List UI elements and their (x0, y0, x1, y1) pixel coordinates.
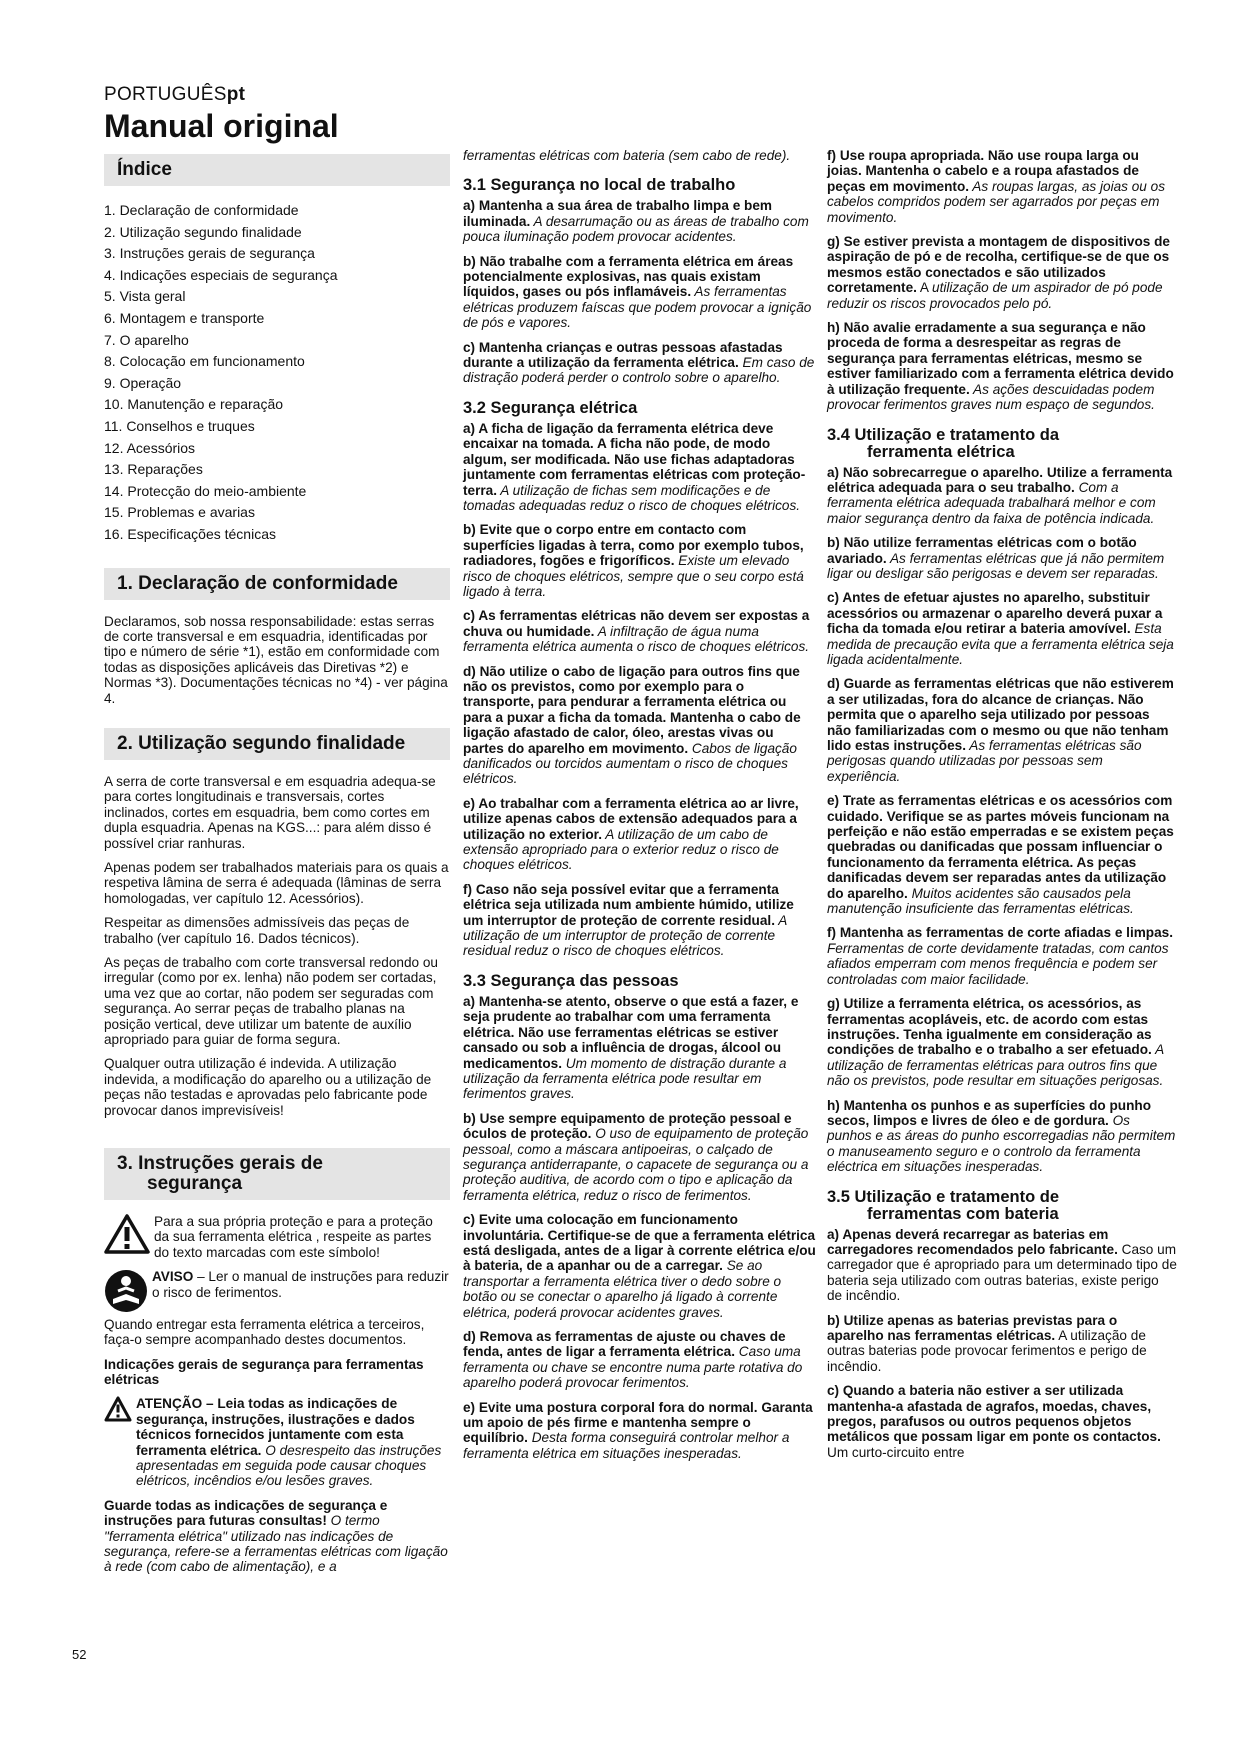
item-italic: Muitos acidentes são causados pela manutenção insuficiente das ferramentas elétricas. (827, 885, 1134, 917)
item-3-1-b (463, 254, 817, 331)
warning-triangle-icon (104, 1214, 150, 1257)
toc-item[interactable]: 4. Indicações especiais de segurança (104, 266, 338, 283)
item-italic: A infiltração de água numa ferramenta elétrica aumenta o risco de choques elétricos. (463, 623, 810, 655)
toc-item[interactable]: 7. O aparelho (104, 331, 189, 348)
page-number: 52 (72, 1647, 87, 1662)
item-italic: Com a ferramenta elétrica adequada trabalhará melhor e com maior segurança dentro da faixa de potência indicada. (827, 479, 1156, 526)
item-3-3-c (463, 1212, 817, 1320)
item-italic: Se ao transportar a ferramenta elétrica tiver o dedo sobre o botão ou se conectar o aparelho já ligado à corrente elétrica, poderá provocar acidentes graves. (463, 1258, 782, 1320)
item-italic: utilização de um aspirador de pó pode reduzir os riscos provocados pelo pó. (827, 280, 1163, 311)
section-3-heading-line-1: 3. Instruções gerais de (117, 1153, 323, 1175)
column-3 (827, 148, 1177, 1469)
section-1-text: Declaramos, sob nossa responsabilidade: estas serras de corte transversal e em esquadria, identificadas por tipo e número de série *1), estão em conformidade com todas as disposições aplicáveis das Diretivas *2) e Normas *3). Documentações técnicas no *4) - ver página 4. (104, 613, 448, 706)
item-italic: As ferramentas elétricas que já não permitem ligar ou desligar são perigosas e devem ser reparadas. (827, 550, 1165, 581)
section-2-text-2: Apenas podem ser trabalhados materiais para os quais a respetiva lâmina de serra é adequada (lâminas de serra homologadas, ver capítulo 12. Acessórios). (104, 859, 449, 906)
toc-item[interactable]: 14. Protecção do meio-ambiente (104, 482, 307, 499)
item-bold: g) Se estiver prevista a montagem de dispositivos de aspiração de pó e de recolha, certifique-se de que os mesmos estão conectados e são utilizados corretamente. (827, 234, 1170, 296)
item-bold: b) Não trabalhe com a ferramenta elétrica em áreas potencialmente explosivas, nas quais existam líquidos, gases ou pós inflamáveis. (463, 253, 794, 300)
language-label (104, 84, 245, 106)
item-3-2-b (463, 522, 817, 599)
item-italic: Desta forma conseguirá controlar melhor a ferramenta elétrica em situações inesperadas. (463, 1430, 790, 1461)
item-italic: Os punhos e as áreas do punho escorregadias não permitem o manuseamento seguro e o controlo da ferramenta eléctrica em situações inesperadas. (827, 1112, 1176, 1175)
toc-item[interactable]: 15. Problemas e avarias (104, 504, 255, 521)
toc-item[interactable]: 9. Operação (104, 374, 182, 391)
item-3-4-a (827, 465, 1177, 527)
item-italic: As ferramentas elétricas produzem faíscas que podem provocar a ignição de pós e vapores. (463, 284, 812, 331)
item-bold: d) Não utilize o cabo de ligação para outros fins que não os previstos, como por exemplo para o transporte, para pendurar a ferramenta elétrica ou para a puxar a ficha da tomada. Mantenha o cabo de ligação afastado de calor, óleo, arestas vivas ou partes do aparelho em movimento. (463, 663, 801, 756)
heading-3-4 (827, 427, 1177, 461)
warning-triangle-small-icon (104, 1396, 132, 1425)
warning-symbol-text: Para a sua própria proteção e para a proteção da sua ferramenta elétrica , respeite as partes do texto marcadas com este símbolo! (154, 1214, 433, 1260)
aviso-label: AVISO (152, 1269, 194, 1285)
item-3-4-e (827, 793, 1177, 916)
item-3-4-b (827, 535, 1177, 581)
section-2-heading: 2. Utilização segundo finalidade (104, 728, 450, 760)
keep-instructions-text (104, 1498, 450, 1575)
aviso-text (152, 1269, 450, 1300)
item-bold: a) Apenas deverá recarregar as baterias em carregadores recomendados pelo fabricante. (827, 1226, 1118, 1257)
section-2-text-5: Qualquer outra utilização é indevida. A utilização indevida, a modificação do aparelho ou a utilização de peças não testadas e aprovadas pelo fabricante pode provocar danos imprevisíveis! (104, 1056, 432, 1118)
item-bold: c) As ferramentas elétricas não devem ser expostas a chuva ou humidade. (463, 608, 810, 639)
heading-3-2: 3.2 Segurança elétrica (463, 398, 638, 417)
item-3-3-h (827, 320, 1177, 412)
item-bold: a) A ficha de ligação da ferramenta elétrica deve encaixar na tomada. A ficha não pode, de modo algum, ser modificada. Não use fichas adaptadoras juntamente com ferramentas elétricas com proteção-terra. (463, 420, 806, 498)
heading-3-1: 3.1 Segurança no local de trabalho (463, 176, 736, 195)
item-bold: f) Use roupa apropriada. Não use roupa larga ou joias. Mantenha o cabelo e a roupa afastados de peças em movimento. (827, 148, 1139, 194)
item-3-1-c (463, 340, 817, 386)
item-regular: A utilização de outras baterias pode provocar ferimentos e perigo de incêndio. (827, 1328, 1147, 1374)
item-bold: g) Utilize a ferramenta elétrica, os acessórios, as ferramentas acopláveis, etc. de acordo com estas instruções. Tenha igualmente em consideração as condições de trabalho e o trabalho a ser efetuado. (827, 996, 1152, 1058)
item-bold: a) Não sobrecarregue o aparelho. Utilize a ferramenta elétrica adequada para o seu trabalho. (827, 464, 1173, 495)
item-bold: f) Caso não seja possível evitar que a ferramenta elétrica seja utilizada num ambiente húmido, utilize um interruptor de proteção de corrente residual. (463, 881, 794, 928)
item-italic: As roupas largas, as joias ou os cabelos compridos podem ser agarrados por peças em movimento. (827, 178, 1165, 225)
item-3-2-a (463, 421, 817, 513)
keep-instructions-italic: O termo "ferramenta elétrica" utilizado nas indicações de segurança, refere-se a ferramentas elétricas com ligação à rede (com cabo de alimentação), e a (104, 1513, 448, 1575)
toc-item[interactable]: 12. Acessórios (104, 439, 196, 456)
language-code: pt (226, 84, 246, 105)
heading-3-4-line-1: 3.4 Utilização e tratamento da (827, 425, 1059, 444)
item-3-2-f (463, 882, 817, 959)
item-italic: A utilização de ferramentas elétricas para outros fins que não os previstos, pode resultar em situações perigosas. (827, 1042, 1164, 1089)
item-italic: As ações descuidadas podem provocar ferimentos graves num espaço de segundos. (827, 381, 1155, 413)
heading-3-5-line-1: 3.5 Utilização e tratamento de (827, 1187, 1059, 1206)
column-2 (463, 148, 817, 1470)
read-manual-icon (104, 1269, 148, 1316)
item-3-5-b (827, 1313, 1177, 1375)
index-heading: Índice (104, 154, 450, 186)
item-3-4-c (827, 590, 1177, 667)
section-1-heading: 1. Declaração de conformidade (104, 568, 450, 600)
item-3-3-a (463, 994, 817, 1102)
language-name: PORTUGUÊS (104, 84, 227, 105)
item-italic: A desarrumação ou as áreas de trabalho com pouca iluminação podem provocar acidentes. (463, 213, 809, 245)
heading-3-4-line-2: ferramenta elétrica (867, 442, 1015, 461)
item-bold: c) Evite uma colocação em funcionamento involuntária. Certifique-se de que a ferramenta elétrica está desligada, antes de a ligar à corrente elétrica e/ou à bateria, de a apanhar ou de a carregar. (463, 1212, 816, 1274)
toc-item[interactable]: 10. Manutenção e reparação (104, 396, 284, 413)
item-bold: b) Evite que o corpo entre em contacto com superfícies ligadas à terra, como por exemplo tubos, radiadores, fogões e frigoríficos. (463, 522, 804, 569)
item-italic: O uso de equipamento de proteção pessoal, como a máscara antipoeiras, o calçado de segurança antiderrapante, o capacete de segurança ou a proteção auditiva, de acordo com o tipo e aplicação da ferramenta elétrica, reduz o risco de ferimentos. (463, 1126, 809, 1203)
toc-item[interactable]: 8. Colocação em funcionamento (104, 353, 305, 370)
item-3-3-e (463, 1400, 817, 1462)
item-3-5-a (827, 1227, 1177, 1304)
item-bold: a) Mantenha-se atento, observe o que está a fazer, e seja prudente ao trabalhar com uma ferramenta elétrica. Não use ferramentas elétricas se estiver cansado ou sob a influência de drogas, álcool ou medicamentos. (463, 993, 799, 1071)
toc-item[interactable]: 11. Conselhos e truques (104, 417, 255, 434)
heading-3-5 (827, 1189, 1177, 1223)
continued-text: ferramentas elétricas com bateria (sem cabo de rede). (463, 148, 791, 163)
item-3-3-g (827, 234, 1177, 311)
item-3-2-d (463, 664, 817, 787)
item-italic: A utilização de fichas sem modificações e de tomadas adequadas reduz o risco de choques elétricos. (463, 482, 801, 513)
atencao-italic: O desrespeito das instruções apresentadas em seguida pode causar choques elétricos, incêndios e/ou lesões graves. (136, 1442, 442, 1489)
item-bold: e) Trate as ferramentas elétricas e os acessórios com cuidado. Verifique se as partes móveis funcionam na perfeição e não estão emperradas e se existem peças quebradas ou danificadas que possam influenciar o funcionamento da ferramenta elétrica. As peças danificadas devem ser reparadas antes da utilização do aparelho. (827, 793, 1174, 901)
item-3-3-b (463, 1111, 817, 1203)
item-italic: Ferramentas de corte devidamente tratadas, com cantos afiados emperram com menos frequência e podem ser controladas com maior facilidade. (827, 940, 1169, 987)
toc-item[interactable]: 5. Vista geral (104, 288, 186, 305)
item-3-3-d (463, 1329, 817, 1391)
item-bold: c) Quando a bateria não estiver a ser utilizada mantenha-a afastada de agrafos, moedas, chaves, pregos, parafusos ou outros pequenos objetos metálicos que possam ligar em ponte os contactos. (827, 1383, 1161, 1445)
item-bold: c) Antes de efetuar ajustes no aparelho, substituir acessórios ou armazenar o aparelho deverá puxar a ficha da tomada e/ou retirar a bateria amovível. (827, 590, 1163, 637)
item-bold: d) Guarde as ferramentas elétricas que não estiverem a ser utilizadas, fora do alcance de crianças. Não permita que o aparelho seja utilizado por pessoas não familiarizadas com o mesmo ou que não tenham lido estas instruções. (827, 676, 1174, 753)
item-3-2-e (463, 796, 817, 873)
item-3-4-d (827, 676, 1177, 784)
toc-item[interactable]: 13. Reparações (104, 461, 203, 478)
item-regular: Um curto-circuito entre (827, 1444, 965, 1460)
item-bold: e) Evite uma postura corporal fora do normal. Garanta um apoio de pés firme e mantenha sempre o equilíbrio. (463, 1399, 813, 1446)
item-italic: Esta medida de precaução evita que a ferramenta elétrica seja ligada acidentalmente. (827, 621, 1174, 667)
section-2-text-4: As peças de trabalho com corte transversal redondo ou irregular (como por ex. lenha) não podem ser cortadas, uma vez que ao cortar, não podem ser seguradas com segurança. Ao serrar peças de trabalho planas na posição vertical, deve utilizar um batente de auxílio apropriado para guiar de forma segura. (104, 955, 438, 1048)
warning-symbol-note (104, 1214, 450, 1269)
toc-item[interactable]: 1. Declaração de conformidade (104, 202, 299, 218)
column-1 (104, 148, 450, 1584)
item-bold: a) Mantenha a sua área de trabalho limpa e bem iluminada. (463, 198, 772, 229)
section-3-heading (104, 1148, 450, 1200)
item-bold: d) Remova as ferramentas de ajuste ou chaves de fenda, antes de ligar a ferramenta elétrica. (463, 1329, 786, 1360)
keep-instructions-bold: Guarde todas as indicações de segurança e instruções para futuras consultas! (104, 1497, 388, 1529)
item-bold: f) Mantenha as ferramentas de corte afiadas e limpas. (827, 925, 1174, 941)
item-bold: b) Use sempre equipamento de proteção pessoal e óculos de proteção. (463, 1110, 792, 1142)
item-regular: A (916, 280, 933, 296)
aviso-note (104, 1269, 450, 1316)
item-3-5-c (827, 1383, 1177, 1460)
item-bold: b) Não utilize ferramentas elétricas com o botão avariado. (827, 535, 1137, 566)
section-3-heading-line-2: segurança (147, 1173, 243, 1195)
general-safety-subheading: Indicações gerais de segurança para ferramentas elétricas (104, 1356, 424, 1387)
atencao-bold: ATENÇÃO – Leia todas as indicações de segurança, instruções, ilustrações e dados técnicos fornecidos juntamente com esta ferramenta elétrica. (136, 1396, 415, 1458)
item-bold: e) Ao trabalhar com a ferramenta elétrica ao ar livre, utilize apenas cabos de extensão adequados para a utilização no exterior. (463, 795, 799, 842)
item-italic: As ferramentas elétricas são perigosas quando utilizadas por pessoas sem experiência. (827, 738, 1142, 784)
heading-3-5-line-2: ferramentas com bateria (867, 1204, 1059, 1223)
item-italic: Caso uma ferramenta ou chave se encontre numa parte rotativa do aparelho poderá provocar ferimentos. (463, 1344, 803, 1391)
item-3-4-h (827, 1098, 1177, 1175)
item-italic: Um momento de distração durante a utilização da ferramenta elétrica pode resultar em ferimentos graves. (463, 1055, 787, 1102)
table-of-contents (104, 200, 450, 546)
handover-text: Quando entregar esta ferramenta elétrica a terceiros, faça-o sempre acompanhado destes documentos. (104, 1316, 425, 1348)
item-3-4-f (827, 925, 1177, 987)
item-3-2-c (463, 608, 817, 654)
heading-3-3: 3.3 Segurança das pessoas (463, 971, 679, 990)
section-2-text-1: A serra de corte transversal e em esquadria adequa-se para cortes longitudinais e transversais, cortes inclinados, cortes em esquadria, bem como cortes em dupla esquadria. Apenas na KGS...: para além disso é possível criar ranhuras. (104, 773, 436, 851)
item-bold: b) Utilize apenas as baterias previstas para o aparelho nas ferramentas elétricas. (827, 1312, 1118, 1343)
aviso-body: – Ler o manual de instruções para reduzir o risco de ferimentos. (152, 1269, 449, 1300)
item-italic: Em caso de distração poderá perder o controlo sobre o aparelho. (463, 355, 815, 386)
item-italic: A utilização de um interruptor de proteção de corrente residual reduz o risco de choques elétricos. (463, 912, 787, 959)
item-3-4-g (827, 996, 1177, 1088)
item-3-3-f (827, 148, 1177, 225)
item-italic: A utilização de um cabo de extensão apropriado para o exterior reduz o risco de choques elétricos. (463, 826, 779, 873)
toc-item[interactable]: 6. Montagem e transporte (104, 309, 265, 326)
item-bold: c) Mantenha crianças e outras pessoas afastadas durante a utilização da ferramenta elétrica. (463, 339, 783, 371)
item-italic: Existe um elevado risco de choques elétricos, sempre que o seu corpo está ligado à terra. (463, 553, 804, 599)
toc-item[interactable]: 2. Utilização segundo finalidade (104, 223, 302, 240)
toc-item[interactable]: 16. Especificações técnicas (104, 525, 276, 542)
section-2-text-3: Respeitar as dimensões admissíveis das peças de trabalho (ver capítulo 16. Dados técnicos). (104, 915, 410, 946)
item-3-1-a (463, 198, 817, 244)
item-bold: h) Mantenha os punhos e as superfícies do punho secos, limpos e livres de óleo e de gordura. (827, 1097, 1152, 1128)
toc-item[interactable]: 3. Instruções gerais de segurança (104, 245, 315, 262)
atencao-text (136, 1396, 450, 1488)
page-title: Manual original (104, 108, 339, 144)
item-italic: Cabos de ligação danificados ou torcidos aumentam o risco de choques elétricos. (463, 740, 797, 787)
item-bold: h) Não avalie erradamente a sua segurança e não proceda de forma a desrespeitar as regras de segurança para ferramentas elétricas, mesmo se estiver familiarizado com a ferramenta elétrica devido à utilização frequente. (827, 320, 1174, 397)
item-regular: Caso um carregador que é apropriado para um determinado tipo de bateria seja utilizado com outras baterias, existe perigo de incêndio. (827, 1241, 1177, 1304)
atencao-note (104, 1396, 450, 1497)
